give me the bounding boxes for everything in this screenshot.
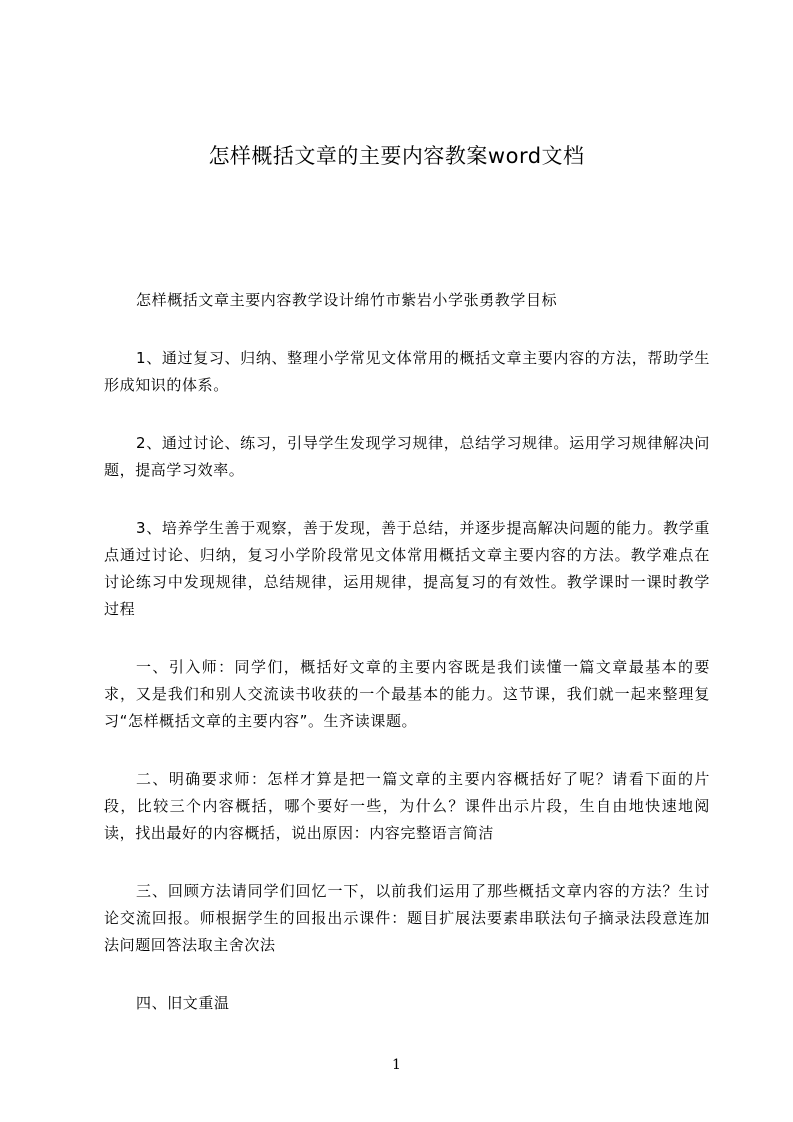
paragraph-goal-3: 3、培养学生善于观察，善于发现，善于总结，并逐步提高解决问题的能力。教学重点通过讨论、归纳，复习小学阶段常见文体常用概括文章主要内容的方法。教学难点在讨论练习中发现规律，总结规律，运用规律，提高复习的有效性。教学课时一课时教学过程 bbox=[104, 519, 710, 618]
paragraph-section-1: 一、引入师：同学们，概括好文章的主要内容既是我们读懂一篇文章最基本的要求，又是我们和别人交流读书收获的一个最基本的能力。这节课，我们就一起来整理复习“怎样概括文章的主要内容”。生齐读课题。 bbox=[104, 658, 710, 730]
paragraph-intro: 怎样概括文章主要内容教学设计绵竹市紫岩小学张勇教学目标 bbox=[136, 291, 558, 309]
document-body bbox=[104, 287, 710, 1048]
document-title: 怎样概括文章的主要内容教案word文档 bbox=[208, 144, 585, 168]
page-number: 1 bbox=[392, 1057, 401, 1073]
paragraph-section-3: 三、回顾方法请同学们回忆一下，以前我们运用了那些概括文章内容的方法？生讨论交流回报。师根据学生的回报出示课件：题目扩展法要素串联法句子摘录法段意连加法问题回答法取主舍次法 bbox=[104, 882, 710, 954]
paragraph-goal-2: 2、通过讨论、练习，引导学生发现学习规律，总结学习规律。运用学习规律解决问题，提高学习效率。 bbox=[104, 434, 710, 479]
paragraph-goal-1: 1、通过复习、归纳、整理小学常见文体常用的概括文章主要内容的方法，帮助学生形成知识的体系。 bbox=[104, 349, 710, 394]
paragraph-section-4: 四、旧文重温 bbox=[136, 994, 230, 1012]
paragraph-section-2: 二、明确要求师：怎样才算是把一篇文章的主要内容概括好了呢？请看下面的片段，比较三个内容概括，哪个要好一些，为什么？课件出示片段，生自由地快速地阅读，找出最好的内容概括，说出原因：内容完整语言简洁 bbox=[104, 770, 710, 842]
